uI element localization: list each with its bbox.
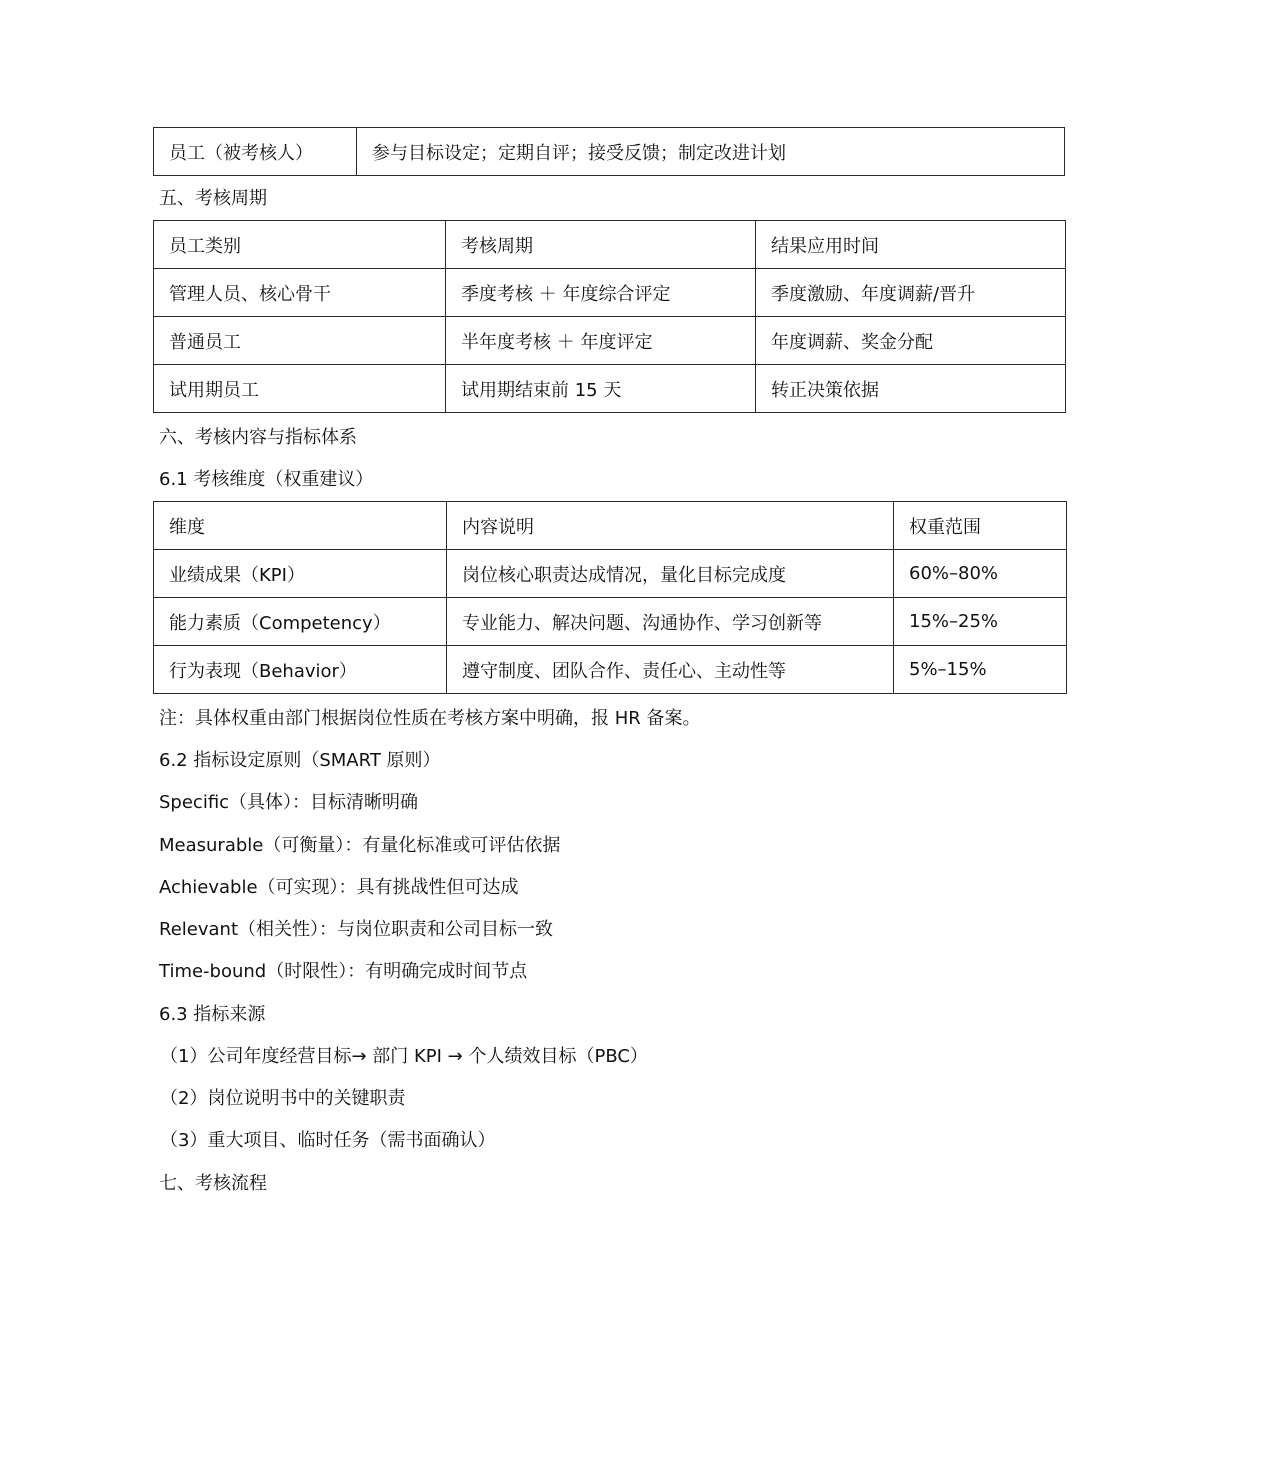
table-row bbox=[154, 317, 1066, 365]
table-row bbox=[154, 128, 1065, 176]
table-cell: 能力素质（Competency） bbox=[154, 598, 447, 646]
smart-item-relevant: Relevant（相关性）：与岗位职责和公司目标一致 bbox=[159, 919, 553, 940]
table-cell: 季度考核 ＋ 年度综合评定 bbox=[446, 269, 756, 317]
table-cell: 试用期结束前 15 天 bbox=[446, 365, 756, 413]
smart-item-specific: Specific（具体）：目标清晰明确 bbox=[159, 792, 419, 813]
table-row bbox=[154, 598, 1067, 646]
smart-item-time-bound: Time-bound（时限性）：有明确完成时间节点 bbox=[159, 961, 528, 982]
roles-table bbox=[153, 127, 1065, 176]
table-cell: 专业能力、解决问题、沟通协作、学习创新等 bbox=[447, 598, 894, 646]
smart-item-achievable: Achievable（可实现）：具有挑战性但可达成 bbox=[159, 877, 519, 898]
subsection-heading-6-2: 6.2 指标设定原则（SMART 原则） bbox=[159, 750, 441, 771]
column-header: 结果应用时间 bbox=[756, 221, 1066, 269]
section-heading-6: 六、考核内容与指标体系 bbox=[159, 427, 357, 448]
table-cell: 季度激励、年度调薪/晋升 bbox=[756, 269, 1066, 317]
subsection-heading-6-1: 6.1 考核维度（权重建议） bbox=[159, 469, 374, 490]
column-header: 考核周期 bbox=[446, 221, 756, 269]
cycle-table bbox=[153, 220, 1066, 413]
source-item-3: （3）重大项目、临时任务（需书面确认） bbox=[160, 1130, 496, 1151]
column-header: 维度 bbox=[154, 502, 447, 550]
table-row bbox=[154, 646, 1067, 694]
smart-item-measurable: Measurable（可衡量）：有量化标准或可评估依据 bbox=[159, 835, 561, 856]
table-cell: 转正决策依据 bbox=[756, 365, 1066, 413]
table-cell: 行为表现（Behavior） bbox=[154, 646, 447, 694]
table-row bbox=[154, 365, 1066, 413]
table-row bbox=[154, 269, 1066, 317]
dimension-table bbox=[153, 501, 1067, 694]
table-cell: 遵守制度、团队合作、责任心、主动性等 bbox=[447, 646, 894, 694]
weight-note: 注：具体权重由部门根据岗位性质在考核方案中明确，报 HR 备案。 bbox=[159, 708, 701, 729]
table-header-row bbox=[154, 502, 1067, 550]
table-cell: 业绩成果（KPI） bbox=[154, 550, 447, 598]
table-cell: 岗位核心职责达成情况，量化目标完成度 bbox=[447, 550, 894, 598]
source-item-1: （1）公司年度经营目标→ 部门 KPI → 个人绩效目标（PBC） bbox=[160, 1046, 648, 1067]
table-cell: 管理人员、核心骨干 bbox=[154, 269, 446, 317]
table-cell: 参与目标设定；定期自评；接受反馈；制定改进计划 bbox=[357, 128, 1065, 176]
table-cell: 5%–15% bbox=[894, 646, 1067, 694]
table-header-row bbox=[154, 221, 1066, 269]
table-cell: 半年度考核 ＋ 年度评定 bbox=[446, 317, 756, 365]
column-header: 员工类别 bbox=[154, 221, 446, 269]
section-heading-5: 五、考核周期 bbox=[159, 188, 267, 209]
table-cell: 试用期员工 bbox=[154, 365, 446, 413]
table-cell: 15%–25% bbox=[894, 598, 1067, 646]
table-cell: 员工（被考核人） bbox=[154, 128, 357, 176]
source-item-2: （2）岗位说明书中的关键职责 bbox=[160, 1088, 406, 1109]
table-row bbox=[154, 550, 1067, 598]
section-heading-7: 七、考核流程 bbox=[159, 1173, 267, 1194]
table-cell: 普通员工 bbox=[154, 317, 446, 365]
table-cell: 60%–80% bbox=[894, 550, 1067, 598]
subsection-heading-6-3: 6.3 指标来源 bbox=[159, 1004, 266, 1025]
table-cell: 年度调薪、奖金分配 bbox=[756, 317, 1066, 365]
column-header: 权重范围 bbox=[894, 502, 1067, 550]
column-header: 内容说明 bbox=[447, 502, 894, 550]
